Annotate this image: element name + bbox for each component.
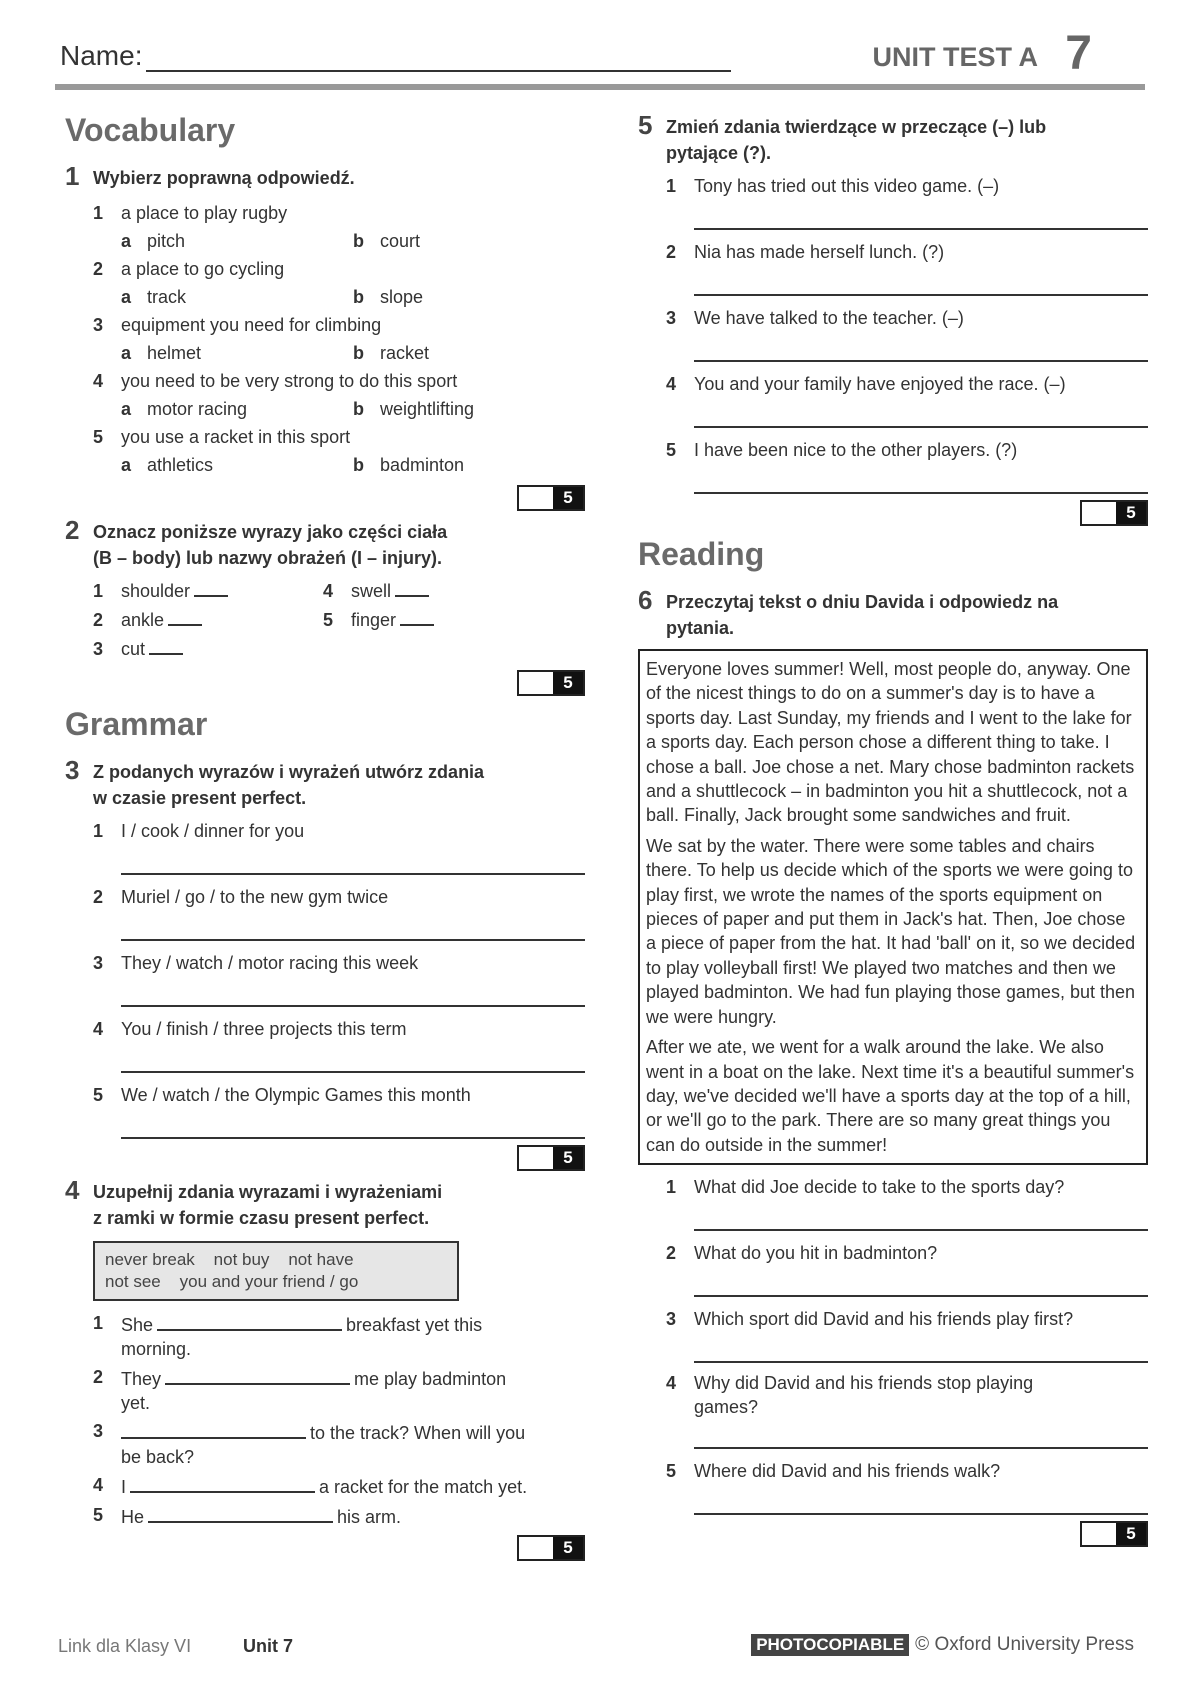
list-item: 5 finger: [323, 606, 553, 635]
exercise-instruction: Przeczytaj tekst o dniu Davida i odpowiedz na pytania.: [666, 592, 1059, 638]
answer-line[interactable]: [694, 1277, 1148, 1297]
answer-line[interactable]: [121, 1119, 585, 1139]
answer-blank[interactable]: [395, 595, 429, 597]
exercise-number: 6: [638, 585, 653, 615]
option-a[interactable]: a pitch: [121, 231, 186, 251]
list-item: 5 you use a racket in this sport: [93, 427, 351, 447]
list-item: 5 I have been nice to the other players. (?): [666, 440, 1018, 460]
reading-paragraph: We sat by the water. There were some tables and chairs there. To help us decide which of the sports we were going to play first, we wrote the names of the sports equipment on pieces of paper and put them in Jack's hat. Then, Joe chose a piece of paper from the hat. It had 'ball' on it, so we decided to play volleyball first! We played two matches and then we played badminton. We had fun playing those games, but then we were hungry.: [646, 835, 1136, 1027]
option-b[interactable]: b racket: [353, 343, 430, 363]
answer-line[interactable]: [694, 408, 1148, 428]
answer-options: [65, 451, 585, 479]
exercise-instruction: Uzupełnij zdania wyrazami i wyrażeniami z ramki w formie czasu present perfect.: [93, 1182, 443, 1228]
max-points: 5: [1116, 1523, 1146, 1545]
list-item: 2 ankle: [93, 606, 323, 635]
list-item: 1 shoulder: [93, 577, 323, 606]
list-item: 2 Nia has made herself lunch. (?): [666, 242, 945, 262]
word-box-line: not see you and your friend / go: [105, 1272, 359, 1291]
list-item: 4 I a racket for the match yet.: [93, 1475, 528, 1497]
exercise-number: 2: [65, 515, 80, 545]
header-rule: [55, 84, 1145, 90]
max-points: 5: [553, 672, 583, 694]
answer-blank[interactable]: [148, 1503, 333, 1523]
answer-blank[interactable]: [130, 1473, 315, 1493]
list-item: 3 They / watch / motor racing this week: [93, 953, 419, 973]
answer-blank[interactable]: [165, 1365, 350, 1385]
option-a[interactable]: a athletics: [121, 455, 214, 475]
list-item: 4 you need to be very strong to do this sport: [93, 371, 458, 391]
exercise-2-header: [65, 517, 585, 571]
name-input-line[interactable]: [146, 70, 731, 72]
publisher: © Oxford University Press: [915, 1634, 1134, 1655]
list-item: 2 a place to go cycling: [93, 259, 285, 279]
score-box: [638, 1521, 1148, 1547]
max-points: 5: [553, 487, 583, 509]
answer-blank[interactable]: [194, 595, 228, 597]
answer-blank[interactable]: [121, 1419, 306, 1439]
vocabulary-heading: Vocabulary: [65, 112, 236, 148]
score-input[interactable]: [1082, 502, 1116, 524]
question-item: 5 Where did David and his friends walk?: [666, 1461, 1001, 1482]
list-item: 1 I / cook / dinner for you: [93, 821, 305, 841]
list-item: 3 to the track? When will you be back?: [93, 1421, 526, 1467]
exercise-instruction: Oznacz poniższe wyrazy jako części ciała (B – body) lub nazwy obrażeń (I – injury).: [93, 522, 448, 568]
question-item: 1 What did Joe decide to take to the sports day?: [666, 1177, 1065, 1198]
exercise-5-header: [638, 112, 1148, 166]
name-label: Name:: [60, 40, 143, 71]
exercise-5-items: [638, 172, 1148, 494]
word-box-line: never break not buy not have: [105, 1250, 354, 1269]
answer-blank[interactable]: [400, 624, 434, 626]
unit-title: UNIT TEST A: [872, 42, 1038, 72]
answer-blank[interactable]: [168, 624, 202, 626]
exercise-3-items: [65, 817, 585, 1139]
list-item: 4 You / finish / three projects this term: [93, 1019, 407, 1039]
list-item: 1 a place to play rugby: [93, 203, 288, 223]
exercise-1-items: [65, 199, 585, 479]
exercise-number: 5: [638, 110, 653, 140]
exercise-4-items: [65, 1311, 585, 1529]
list-item: 3 We have talked to the teacher. (–): [666, 308, 964, 328]
answer-line[interactable]: [694, 210, 1148, 230]
answer-line[interactable]: [694, 474, 1148, 494]
list-item: 4 You and your family have enjoyed the race. (–): [666, 374, 1066, 394]
answer-line[interactable]: [121, 1053, 585, 1073]
answer-line[interactable]: [121, 987, 585, 1007]
list-item: 4 swell: [323, 577, 553, 606]
footer-book-title: Link dla Klasy VI: [58, 1636, 192, 1656]
option-b[interactable]: b badminton: [353, 455, 465, 475]
answer-options: [65, 339, 585, 367]
answer-line[interactable]: [121, 921, 585, 941]
answer-line[interactable]: [694, 276, 1148, 296]
option-a[interactable]: a track: [121, 287, 187, 307]
reading-heading: Reading: [638, 536, 765, 572]
exercise-6-header: [638, 587, 1148, 641]
word-box: [93, 1241, 459, 1301]
max-points: 5: [1116, 502, 1146, 524]
answer-options: [65, 395, 585, 423]
answer-line[interactable]: [694, 342, 1148, 362]
reading-paragraph: After we ate, we went for a walk around the lake. We also went in a boat on the lake. Next time it's a beautiful summer's day, we've decided we'll have a sports day at the top of a hill, or we'll go to the park. There are so many great things you can do outside in the summer!: [646, 1037, 1135, 1155]
answer-blank[interactable]: [149, 653, 183, 655]
reading-paragraph: Everyone loves summer! Well, most people do, anyway. One of the nicest things to do on a summer's day is to have a sports day. Last Sunday, my friends and I went to the lake for a sports day. Each person chose a different thing to take. I chose a ball. Joe chose a net. Mary chose badminton rackets and a shuttlecock – in badminton you hit a shuttlecock, not a ball. Finally, Jack brought some sandwiches and fruit.: [646, 659, 1135, 826]
list-item: 5 We / watch / the Olympic Games this month: [93, 1085, 471, 1105]
list-item: 3 equipment you need for climbing: [93, 315, 382, 335]
score-input[interactable]: [519, 487, 553, 509]
exercise-1-header: [65, 163, 585, 191]
photocopiable-badge: PHOTOCOPIABLE: [751, 1634, 909, 1656]
list-item: 2 Muriel / go / to the new gym twice: [93, 887, 389, 907]
option-a[interactable]: a helmet: [121, 343, 202, 363]
option-a[interactable]: a motor racing: [121, 399, 248, 419]
exercise-number: 3: [65, 755, 80, 785]
answer-options: [65, 227, 585, 255]
question-item: 2 What do you hit in badminton?: [666, 1243, 938, 1264]
score-input[interactable]: [1082, 1523, 1116, 1545]
score-input[interactable]: [519, 1147, 553, 1169]
list-item: 2 They me play badminton yet.: [93, 1367, 507, 1413]
answer-line[interactable]: [694, 1343, 1148, 1363]
max-points: 5: [553, 1537, 583, 1559]
exercise-6-questions: [638, 1173, 1148, 1515]
exercise-number: 1: [65, 161, 80, 191]
score-box: [638, 500, 1148, 526]
score-box: [65, 1535, 585, 1561]
answer-line[interactable]: [121, 855, 585, 875]
answer-line[interactable]: [694, 1429, 1148, 1449]
exercise-number: 4: [65, 1175, 80, 1205]
right-column: [638, 112, 1148, 1553]
exercise-2-items: [65, 577, 585, 664]
exercise-4-header: [65, 1177, 585, 1231]
left-column: [65, 112, 585, 1567]
score-box: [65, 1145, 585, 1171]
question-item: 4 Why did David and his friends stop playing games?: [666, 1373, 1034, 1418]
answer-options: [65, 283, 585, 311]
footer-unit: Unit 7: [243, 1636, 294, 1656]
list-item: 3 cut: [93, 635, 323, 664]
option-b[interactable]: b weightlifting: [353, 399, 475, 419]
answer-line[interactable]: [694, 1495, 1148, 1515]
option-b[interactable]: b slope: [353, 287, 424, 307]
answer-blank[interactable]: [157, 1311, 342, 1331]
answer-line[interactable]: [694, 1211, 1148, 1231]
score-box: [65, 670, 585, 696]
list-item: 5 He his arm.: [93, 1505, 402, 1527]
grammar-heading: Grammar: [65, 706, 208, 742]
score-input[interactable]: [519, 672, 553, 694]
unit-number: 7: [1065, 27, 1092, 80]
exercise-instruction: Z podanych wyrazów i wyrażeń utwórz zdania w czasie present perfect.: [93, 762, 485, 808]
reading-text: [638, 649, 1148, 1165]
question-item: 3 Which sport did David and his friends play first?: [666, 1309, 1074, 1330]
list-item: 1 She breakfast yet this morning.: [93, 1313, 483, 1359]
list-item: 1 Tony has tried out this video game. (–): [666, 176, 1000, 196]
exercise-instruction: Wybierz poprawną odpowiedź.: [93, 168, 355, 188]
max-points: 5: [553, 1147, 583, 1169]
exercise-instruction: Zmień zdania twierdzące w przeczące (–) lub pytające (?).: [666, 117, 1047, 163]
score-box: [65, 485, 585, 511]
option-b[interactable]: b court: [353, 231, 421, 251]
exercise-3-header: [65, 757, 585, 811]
score-input[interactable]: [519, 1537, 553, 1559]
footer-copyright: [751, 1634, 1134, 1656]
